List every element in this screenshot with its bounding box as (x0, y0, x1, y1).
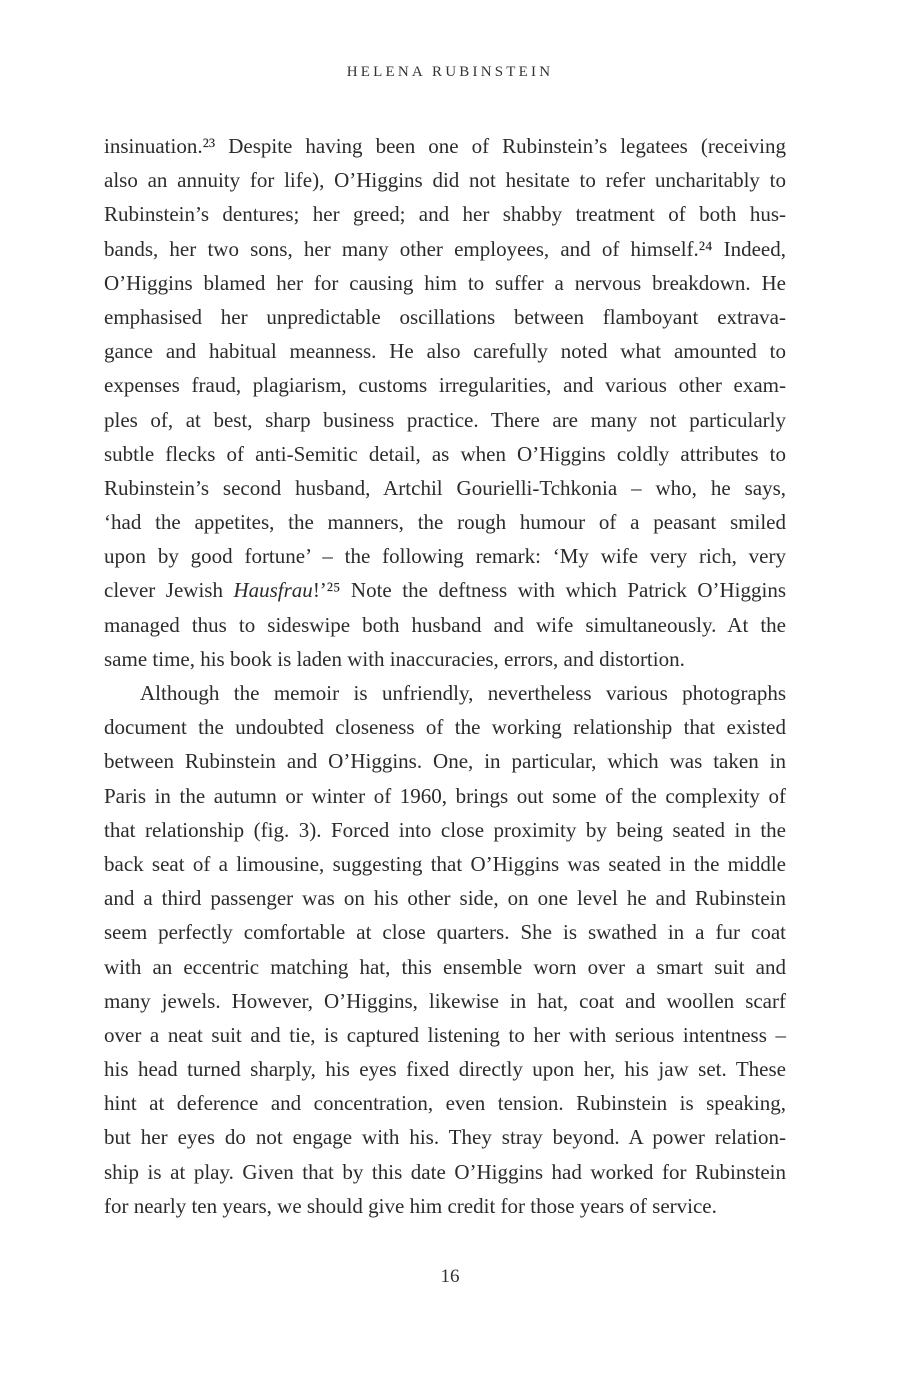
text-line: for nearly ten years, we should give him credit for those years of service. (104, 1193, 717, 1218)
text-line: Rubinstein’s dentures; her greed; and her shabby treatment of both hus- (104, 202, 786, 227)
paragraph-2 (104, 676, 786, 1223)
text-line: O’Higgins blamed her for causing him to suffer a nervous breakdown. He (104, 270, 786, 295)
text-line: with an eccentric matching hat, this ensemble worn over a smart suit and (104, 954, 786, 979)
paragraph-1 (104, 129, 786, 676)
text-line: that relationship (fig. 3). Forced into close proximity by being seated in the (104, 817, 786, 842)
text-line: over a neat suit and tie, is captured listening to her with serious intentness – (104, 1022, 786, 1047)
text-line: managed thus to sideswipe both husband and wife simultaneously. At the (104, 612, 786, 637)
text-line: same time, his book is laden with inaccuracies, errors, and distortion. (104, 646, 685, 671)
text-line: upon by good fortune’ – the following remark: ‘My wife very rich, very (104, 544, 786, 569)
text-line: his head turned sharply, his eyes fixed directly upon her, his jaw set. These (104, 1057, 786, 1082)
text-line: ship is at play. Given that by this date O’Higgins had worked for Rubinstein (104, 1159, 786, 1184)
text-line: back seat of a limousine, suggesting that O’Higgins was seated in the middle (104, 851, 786, 876)
text-line: Paris in the autumn or winter of 1960, brings out some of the complexity of (104, 783, 786, 808)
text-line: emphasised her unpredictable oscillations between flamboyant extrava- (104, 304, 786, 329)
text-line: ‘had the appetites, the manners, the rough humour of a peasant smiled (104, 510, 786, 535)
text-line: seem perfectly comfortable at close quarters. She is swathed in a fur coat (104, 920, 786, 945)
text-line: hint at deference and concentration, even tension. Rubinstein is speaking, (104, 1091, 786, 1116)
text-line: ples of, at best, sharp business practice. There are many not particularly (104, 407, 786, 432)
text-line: many jewels. However, O’Higgins, likewise in hat, coat and woollen scarf (104, 988, 786, 1013)
text-line: expenses fraud, plagiarism, customs irregularities, and various other exam- (104, 373, 786, 398)
text-line: document the undoubted closeness of the working relationship that existed (104, 715, 786, 740)
text-line: also an annuity for life), O’Higgins did not hesitate to refer uncharitably to (104, 168, 786, 193)
body-text (104, 129, 786, 1223)
text-line: but her eyes do not engage with his. They stray beyond. A power relation- (104, 1125, 786, 1150)
text-line: clever Jewish Hausfrau!’²⁵ Note the deftness with which Patrick O’Higgins (104, 578, 786, 603)
text-line: Rubinstein’s second husband, Artchil Gourielli-Tchkonia – who, he says, (104, 475, 786, 500)
text-line: gance and habitual meanness. He also carefully noted what amounted to (104, 339, 786, 364)
text-line: between Rubinstein and O’Higgins. One, in particular, which was taken in (104, 749, 786, 774)
running-head: HELENA RUBINSTEIN (346, 64, 554, 80)
text-line: and a third passenger was on his other side, on one level he and Rubinstein (104, 886, 786, 911)
text-line: Although the memoir is unfriendly, nevertheless various photographs (140, 681, 786, 705)
page-number: 16 (440, 1266, 460, 1287)
italic-word: Hausfrau (233, 578, 313, 603)
text-line: subtle flecks of anti-Semitic detail, as when O’Higgins coldly attributes to (104, 441, 786, 466)
text-line: insinuation.²³ Despite having been one of Rubinstein’s legatees (receiving (104, 134, 786, 158)
text-line: bands, her two sons, her many other employees, and of himself.²⁴ Indeed, (104, 236, 786, 261)
